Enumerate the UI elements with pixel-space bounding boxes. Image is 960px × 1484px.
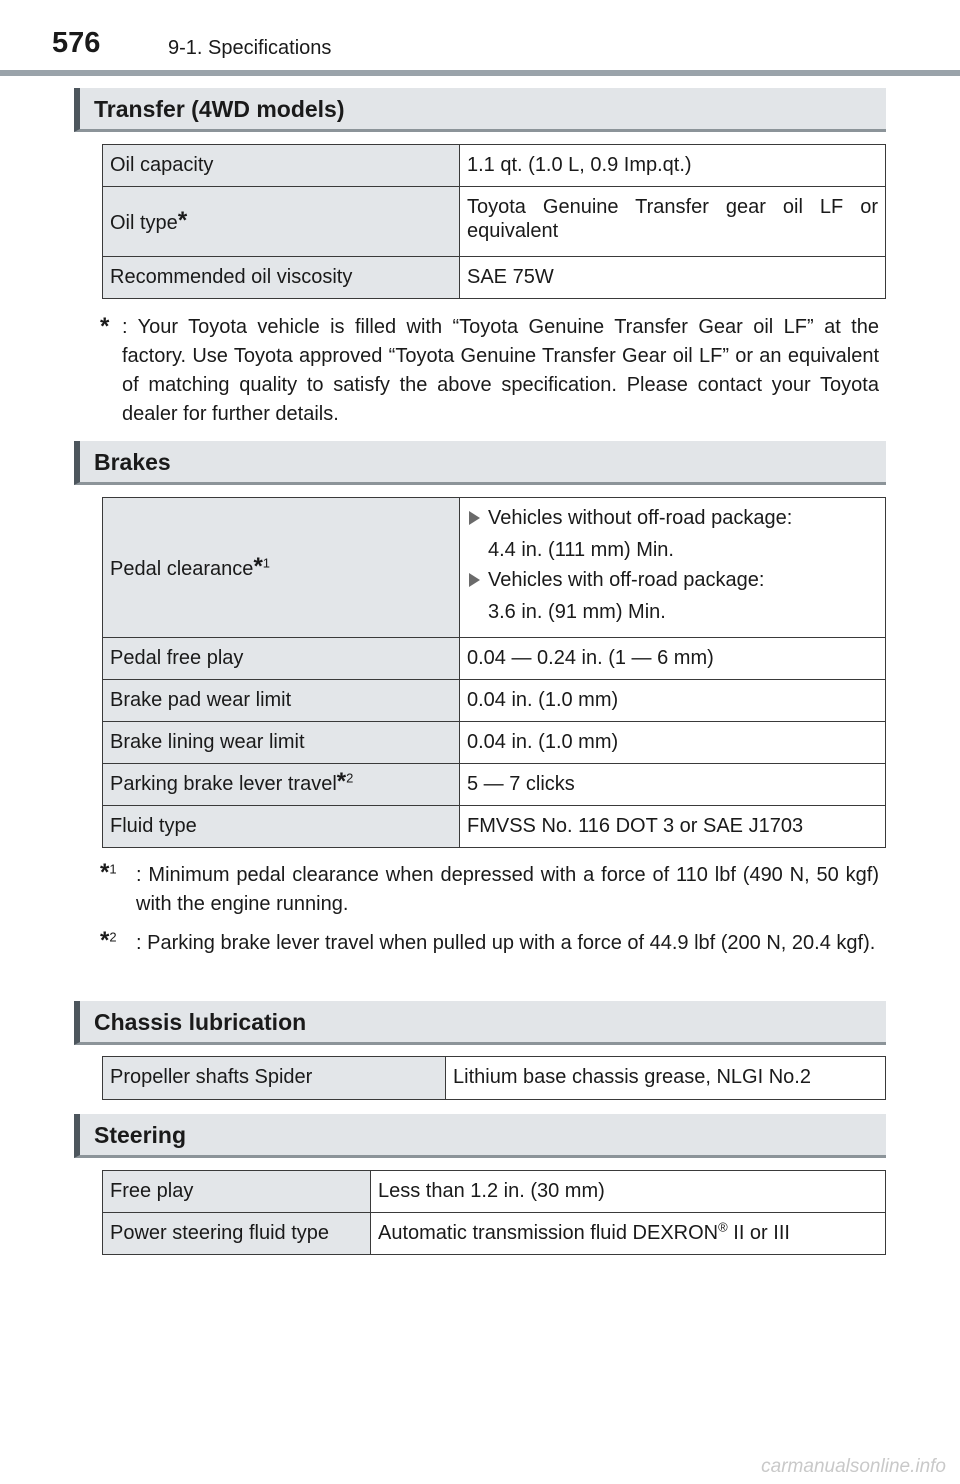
section-reference: 9-1. Specifications xyxy=(168,37,332,59)
section-title: Steering xyxy=(94,1122,187,1148)
section-header-brakes xyxy=(74,441,886,485)
row-value xyxy=(460,498,886,638)
label-text: Pedal clearance xyxy=(110,557,254,580)
triangle-bullet-icon xyxy=(469,511,480,525)
footnote-ref: 1 xyxy=(262,554,271,570)
table-row xyxy=(103,257,886,299)
table-row xyxy=(103,680,886,722)
watermark: carmanualsonline.info xyxy=(761,1456,946,1477)
footnote-text: : Minimum pedal clearance when depressed with a force of 110 lbf (490 N, 50 kgf) with the engine running. xyxy=(136,864,879,915)
condition-value: 4.4 in. (111 mm) Min. xyxy=(488,539,674,561)
label-text: Oil type xyxy=(110,211,178,234)
label-text: Parking brake lever travel xyxy=(110,773,337,795)
transfer-footnote: * : Your Toyota vehicle is filled with “Toyota Genuine Transfer Gear oil LF” at the factory. Use Toyota approved “Toyota Genuine Transfer Gear oil LF” or an equivalent of matching quality to satisfy the above specification. Please contact your Toyota dealer for further details. xyxy=(100,313,879,425)
row-label xyxy=(103,187,460,257)
table-row xyxy=(103,722,886,764)
triangle-bullet-icon xyxy=(469,573,480,587)
row-label: Propeller shafts Spider xyxy=(103,1057,446,1100)
brakes-footnote-1 xyxy=(100,861,879,919)
section-title: Chassis lubrication xyxy=(94,1009,307,1035)
row-value xyxy=(371,1213,886,1255)
steering-table xyxy=(102,1170,886,1255)
chassis-table xyxy=(102,1056,886,1100)
section-title: Transfer (4WD models) xyxy=(94,96,345,122)
section-header-chassis xyxy=(74,1001,886,1045)
asterisk-mark: * xyxy=(253,552,263,580)
table-row xyxy=(103,1171,886,1213)
row-value: 1.1 qt. (1.0 L, 0.9 Imp.qt.) xyxy=(460,145,886,187)
footnote-ref: 2 xyxy=(109,929,117,945)
footnote-text: : Your Toyota vehicle is filled with “Toyota Genuine Transfer Gear oil LF” at the factory. Use Toyota approved “Toyota Genuine Transfer Gear oil LF” or an equivalent of matching quality to satisfy the above specification. Please contact your Toyota dealer for further details. xyxy=(122,316,879,425)
footnote-text: : Parking brake lever travel when pulled up with a force of 44.9 lbf (200 N, 20.4 kgf). xyxy=(136,932,876,954)
row-label: Fluid type xyxy=(103,806,460,848)
section-header-steering xyxy=(74,1114,886,1158)
footnote-marker xyxy=(100,929,117,958)
asterisk-mark: * xyxy=(336,768,347,795)
brakes-footnote-2 xyxy=(100,929,879,958)
row-value: 0.04 — 0.24 in. (1 — 6 mm) xyxy=(460,638,886,680)
table-row xyxy=(103,764,886,806)
condition-text: Vehicles with off-road package: xyxy=(488,569,765,591)
asterisk-mark: * xyxy=(100,927,110,954)
row-value: 5 — 7 clicks xyxy=(460,764,886,806)
row-value: Toyota Genuine Transfer gear oil LF or equivalent xyxy=(460,187,886,257)
footnote-ref: 1 xyxy=(109,861,117,877)
transfer-table xyxy=(102,144,886,299)
asterisk-mark: * xyxy=(100,859,110,886)
brakes-table xyxy=(102,497,886,848)
table-row xyxy=(103,638,886,680)
row-value: 0.04 in. (1.0 mm) xyxy=(460,722,886,764)
table-row xyxy=(103,1213,886,1255)
row-value: Less than 1.2 in. (30 mm) xyxy=(371,1171,886,1213)
table-row xyxy=(103,498,886,638)
row-label: Free play xyxy=(103,1171,371,1213)
table-row xyxy=(103,806,886,848)
table-row xyxy=(103,187,886,257)
row-label: Brake pad wear limit xyxy=(103,680,460,722)
condition-text: Vehicles without off-road package: xyxy=(488,507,793,529)
table-row xyxy=(103,1057,886,1100)
header-rule xyxy=(0,70,960,76)
row-label xyxy=(103,498,460,638)
section-header-transfer xyxy=(74,88,886,132)
row-value: Lithium base chassis grease, NLGI No.2 xyxy=(446,1057,886,1100)
value-text: Automatic transmission fluid DEXRON xyxy=(378,1222,719,1244)
row-label: Pedal free play xyxy=(103,638,460,680)
list-item xyxy=(467,568,878,592)
table-row xyxy=(103,145,886,187)
condition-value: 3.6 in. (91 mm) Min. xyxy=(488,601,666,623)
row-label: Oil capacity xyxy=(103,145,460,187)
row-value: SAE 75W xyxy=(460,257,886,299)
footnote-ref: 2 xyxy=(346,770,354,786)
row-label xyxy=(103,764,460,806)
section-title: Brakes xyxy=(94,449,171,475)
value-suffix: II or III xyxy=(727,1222,790,1244)
row-label: Power steering fluid type xyxy=(103,1213,371,1255)
registered-mark: ® xyxy=(718,1219,728,1235)
page-number: 576 xyxy=(52,27,101,59)
row-value: 0.04 in. (1.0 mm) xyxy=(460,680,886,722)
row-label: Recommended oil viscosity xyxy=(103,257,460,299)
row-value: FMVSS No. 116 DOT 3 or SAE J1703 xyxy=(460,806,886,848)
row-label: Brake lining wear limit xyxy=(103,722,460,764)
list-item xyxy=(467,506,878,530)
footnote-marker xyxy=(100,861,117,890)
asterisk-mark: * xyxy=(177,206,188,234)
